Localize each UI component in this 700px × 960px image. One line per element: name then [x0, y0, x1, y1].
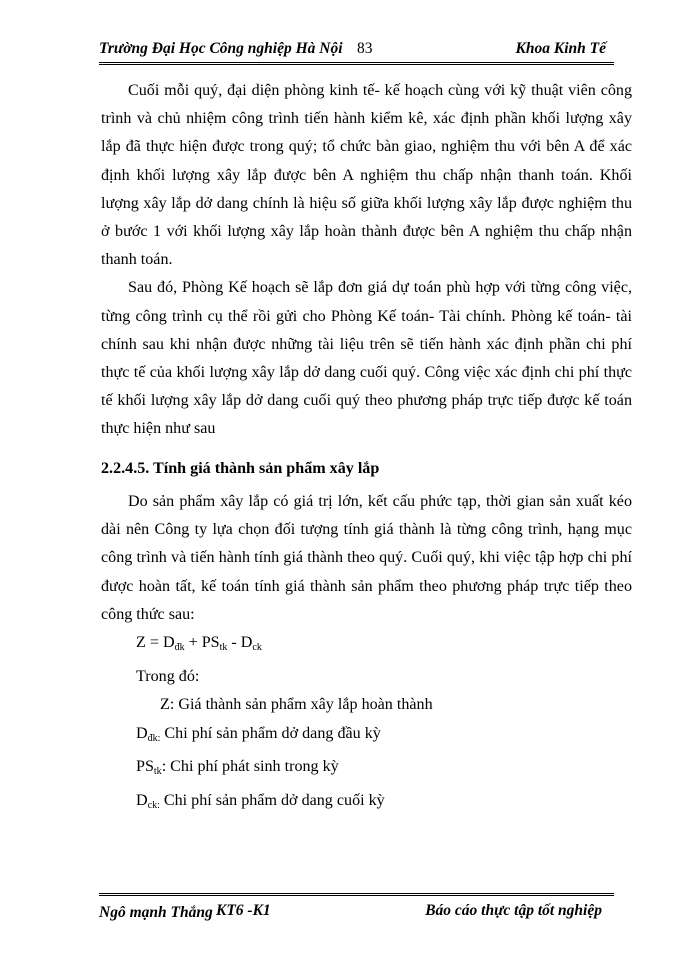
legend-ck-def: Chi phí sản phẩm dở dang cuối kỳ — [159, 791, 385, 809]
report-title: Báo cáo thực tập tốt nghiệp — [425, 902, 602, 919]
formula-sub-tk: tk — [219, 642, 228, 653]
formula-block — [136, 629, 433, 820]
legend-ck-letter: D — [136, 791, 148, 809]
page-header — [99, 38, 614, 60]
paragraph-1: Cuối mỗi quý, đại diện phòng kinh tế- kế hoạch cùng với kỹ thuật viên công trình và chủ nhiệm công trình tiến hành kiểm kê, xác định phần khối lượng xây lắp đã thực hiện được trong quý; tổ chức bàn giao, nghiệm thu với bên A để xác định khối lượng xây lắp được bên A nghiệm thu chấp nhận thanh toán. Khối lượng xây lắp dở dang chính là hiệu số giữa khối lượng xây lắp được nghiệm thu ở bước 1 với khối lượng xây lắp hoàn thành được bên A nghiệm thu chấp nhận thanh toán. — [101, 82, 632, 269]
legend-z: Z: Giá thành sản phẩm xây lắp hoàn thành — [160, 696, 433, 713]
class-name: KT6 -K1 — [216, 902, 271, 919]
legend-dk-def: Chi phí sản phẩm dở dang đầu kỳ — [160, 724, 381, 742]
legend-ck-sub: ck: — [147, 799, 160, 811]
school-name: Trường Đại Học Công nghiệp Hà Nội — [99, 40, 343, 57]
legend-ck — [136, 787, 433, 821]
formula-d: - D — [227, 634, 253, 651]
legend-dk — [136, 720, 433, 754]
formula-ps: + PS — [184, 634, 220, 651]
page-number: 83 — [357, 40, 373, 57]
legend-tk-def: : Chi phí phát sinh trong kỳ — [161, 758, 339, 775]
legend-intro: Trong đó: — [136, 667, 200, 685]
section-paragraph: Do sản phẩm xây lắp có giá trị lớn, kết cấu phức tạp, thời gian sản xuất kéo dài nên Công ty lựa chọn đối tượng tính giá thành là từng công trình, hạng mục công trình và tiến hành tính giá thành theo quý. Cuối quý, khi việc tập hợp chi phí được hoàn tất, kế toán tính giá thành sản phẩm theo phương pháp trực tiếp theo công thức sau: — [101, 493, 632, 623]
paragraph-2: Sau đó, Phòng Kế hoạch sẽ lắp đơn giá dự toán phù hợp với từng công việc, từng công trình cụ thể rồi gửi cho Phòng Kế toán- Tài chính. Phòng kế toán- tài chính sau khi nhận được những tài liệu trên sẽ tiến hành xác định phần chi phí thực tế của khối lượng xây lắp dở dang cuối quý. Công việc xác định chi phí thực tế khối lượng xây lắp dở dang cuối quý theo phương pháp trực tiếp được kế toán thực hiện như sau — [101, 279, 632, 438]
section-heading: 2.2.4.5. Tính giá thành sản phẩm xây lắp — [101, 460, 380, 477]
header-rule — [99, 62, 614, 67]
legend-dk-letter: D — [136, 724, 148, 742]
faculty-name: Khoa Kinh Tế — [515, 40, 606, 57]
formula — [136, 629, 433, 663]
author-name: Ngô mạnh Thắng — [99, 904, 213, 921]
body-lower — [101, 488, 632, 629]
legend-ps — [136, 753, 433, 787]
body-upper — [101, 77, 632, 444]
legend-ps-letter: PS — [136, 758, 154, 775]
footer-rule — [99, 893, 614, 898]
formula-sub-dk: đk — [174, 642, 185, 653]
formula-z: Z = D — [136, 634, 175, 651]
formula-sub-ck: ck — [252, 642, 262, 653]
legend-dk-sub: đk: — [147, 732, 161, 744]
legend-tk-sub: tk — [153, 766, 162, 777]
